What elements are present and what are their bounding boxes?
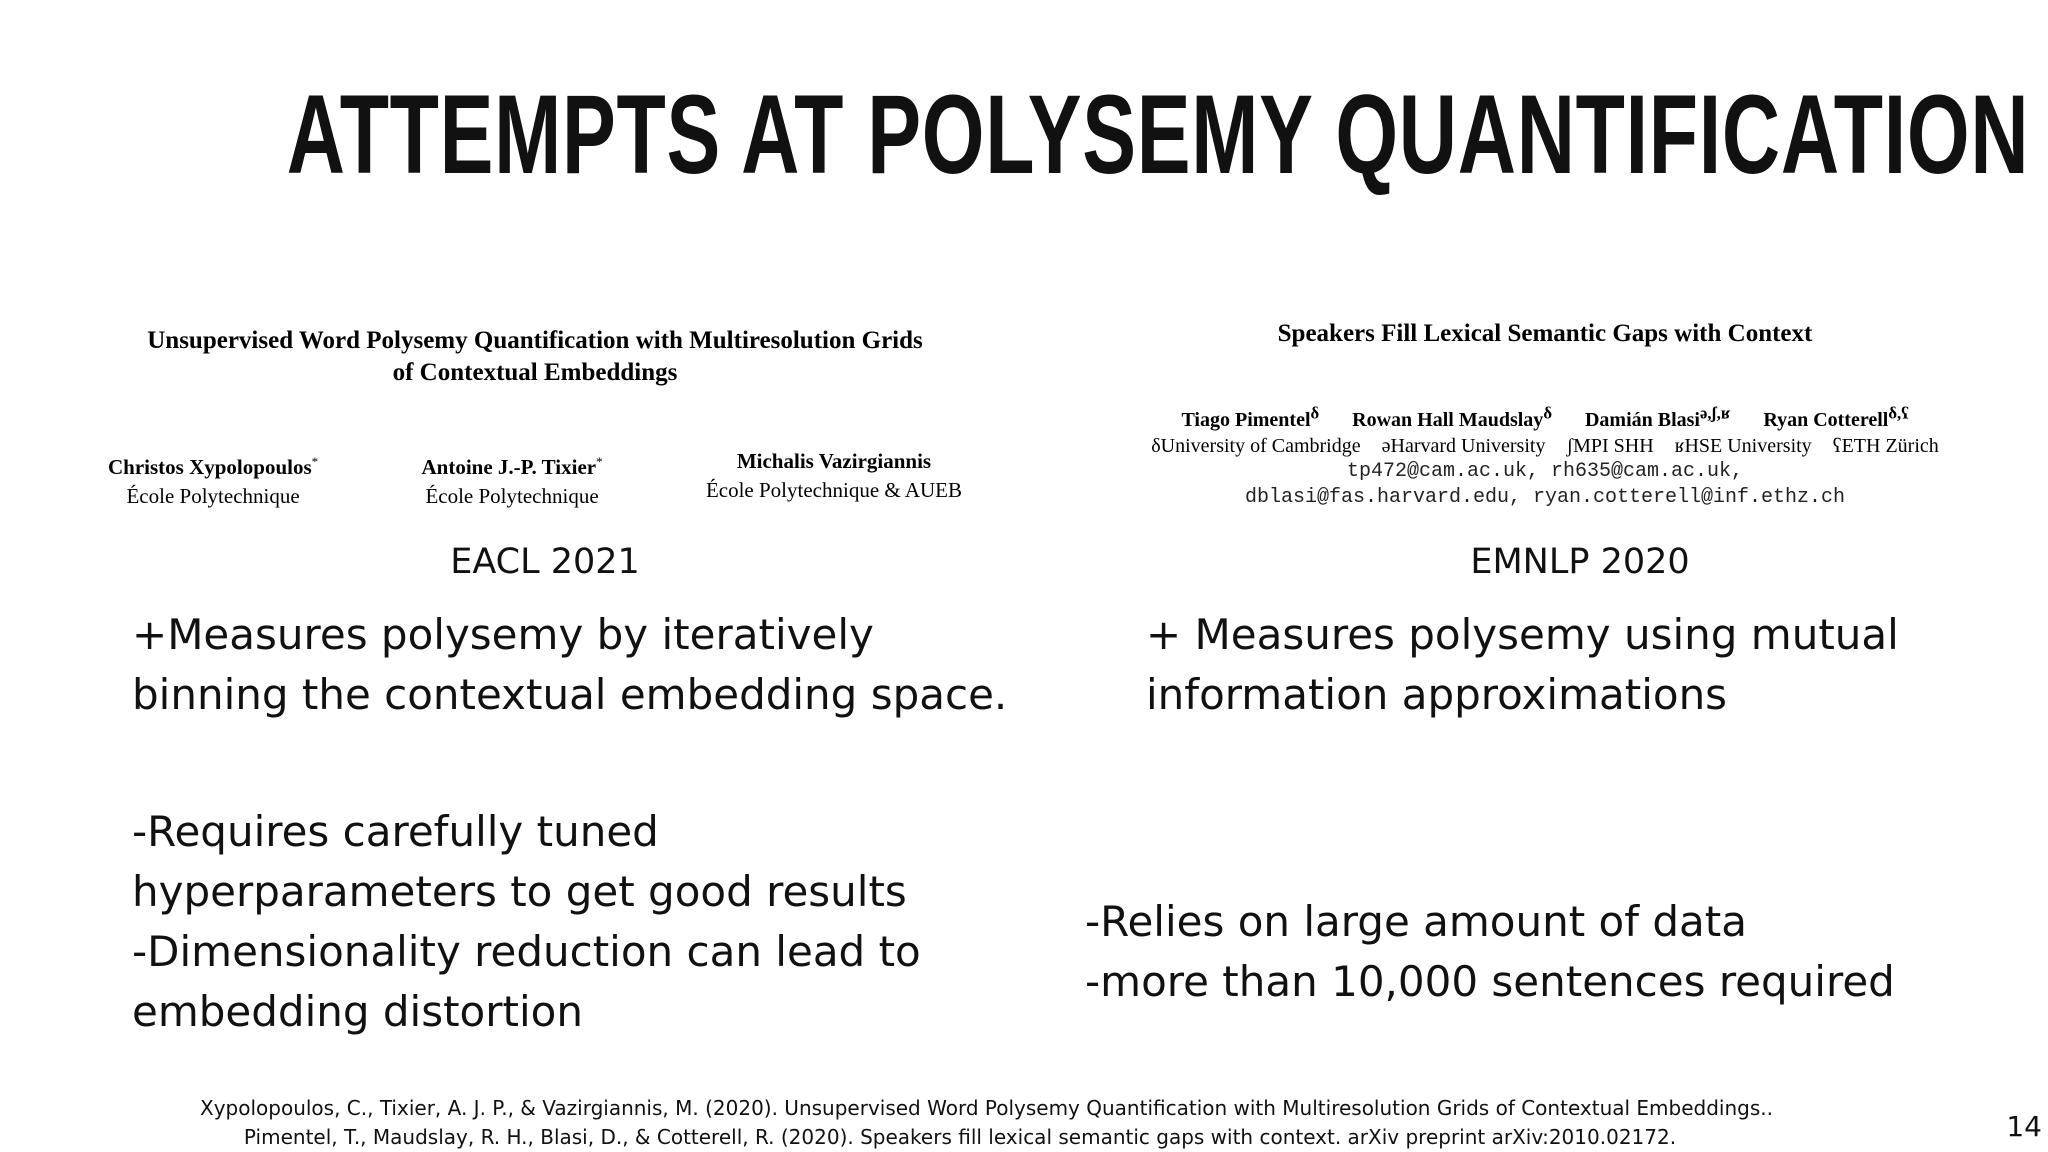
left-con-text: [132, 802, 921, 1042]
text-line: + Measures polysemy using mutual: [1146, 610, 1899, 659]
author-block: [706, 447, 962, 511]
author-affiliation: École Polytechnique: [425, 484, 599, 508]
author-name: Damián Blasi$^{ə,ʃ,ʁ}$: [1584, 403, 1731, 431]
author-name: Antoine J.-P. Tixier: [421, 455, 597, 479]
author-affiliation: École Polytechnique: [126, 484, 300, 508]
references: [200, 1094, 1773, 1152]
author-mark: *: [596, 454, 603, 469]
text-line: -Relies on large amount of data: [1085, 897, 1747, 946]
text-line: -Requires carefully tuned: [132, 807, 659, 856]
right-venue: EMNLP 2020: [1470, 542, 1690, 582]
author-block: [421, 447, 602, 511]
left-paper-title-line: of Contextual Embeddings: [392, 359, 678, 386]
right-paper-affiliations: [1120, 433, 1970, 459]
affiliation: δUniversity of Cambridge: [1151, 434, 1361, 457]
author-name: Tiago Pimentel$^\delta$: [1181, 403, 1320, 431]
author-name: Christos Xypolopoulos: [108, 455, 312, 479]
email-line: dblasi@fas.harvard.edu, ryan.cotterell@inf.ethz.ch: [1244, 485, 1846, 509]
text-line: -more than 10,000 sentences required: [1085, 957, 1895, 1006]
text-line: binning the contextual embedding space.: [132, 670, 1008, 719]
author-name: Ryan Cotterell$^{\delta,ʕ}$: [1763, 403, 1909, 431]
left-paper-title-line: Unsupervised Word Polysemy Quantification with Multiresolution Grids: [147, 327, 923, 354]
right-paper-header: [1120, 318, 1970, 511]
email-line: tp472@cam.ac.uk, rh635@cam.ac.uk,: [1346, 459, 1744, 483]
text-line: +Measures polysemy by iteratively: [132, 610, 874, 659]
left-pro-text: [132, 605, 1007, 725]
page-number: 14: [2006, 1110, 2042, 1143]
affiliation: ʁHSE University: [1674, 434, 1812, 457]
left-paper-authors: [100, 447, 970, 511]
author-block: [108, 447, 318, 511]
text-line: embedding distortion: [132, 987, 583, 1036]
right-paper-authors: [1120, 400, 1970, 433]
reference-line: Pimentel, T., Maudslay, R. H., Blasi, D., & Cotterell, R. (2020). Speakers fill lexical semantic gaps with context. arXiv preprint arXiv:2010.02172.: [243, 1125, 1677, 1149]
right-pro-text: [1146, 605, 1899, 725]
reference-line: Xypolopoulos, C., Tixier, A. J. P., & Vazirgiannis, M. (2020). Unsupervised Word Polysemy Quantification with Multiresolution Grids of Contextual Embeddings..: [200, 1096, 1773, 1120]
right-con-text: [1085, 892, 1895, 1012]
left-paper-title: [100, 325, 970, 389]
author-name: Michalis Vazirgiannis: [736, 449, 932, 473]
author-mark: *: [311, 454, 319, 469]
text-line: information approximations: [1146, 670, 1728, 719]
author-name: Rowan Hall Maudslay$^\delta$: [1352, 403, 1552, 431]
text-line: hyperparameters to get good results: [132, 867, 907, 916]
affiliation: əHarvard University: [1381, 434, 1546, 457]
text-line: -Dimensionality reduction can lead to: [132, 927, 921, 976]
left-paper-header: [100, 325, 970, 511]
author-affiliation: École Polytechnique & AUEB: [705, 478, 962, 502]
left-venue: EACL 2021: [450, 542, 640, 582]
slide-title: ATTEMPTS AT POLYSEMY QUANTIFICATION: [286, 72, 2030, 197]
affiliation: ʕETH Zürich: [1832, 434, 1939, 457]
affiliation: ʃMPI SHH: [1566, 434, 1654, 457]
right-paper-title: Speakers Fill Lexical Semantic Gaps with Context: [1277, 320, 1813, 347]
